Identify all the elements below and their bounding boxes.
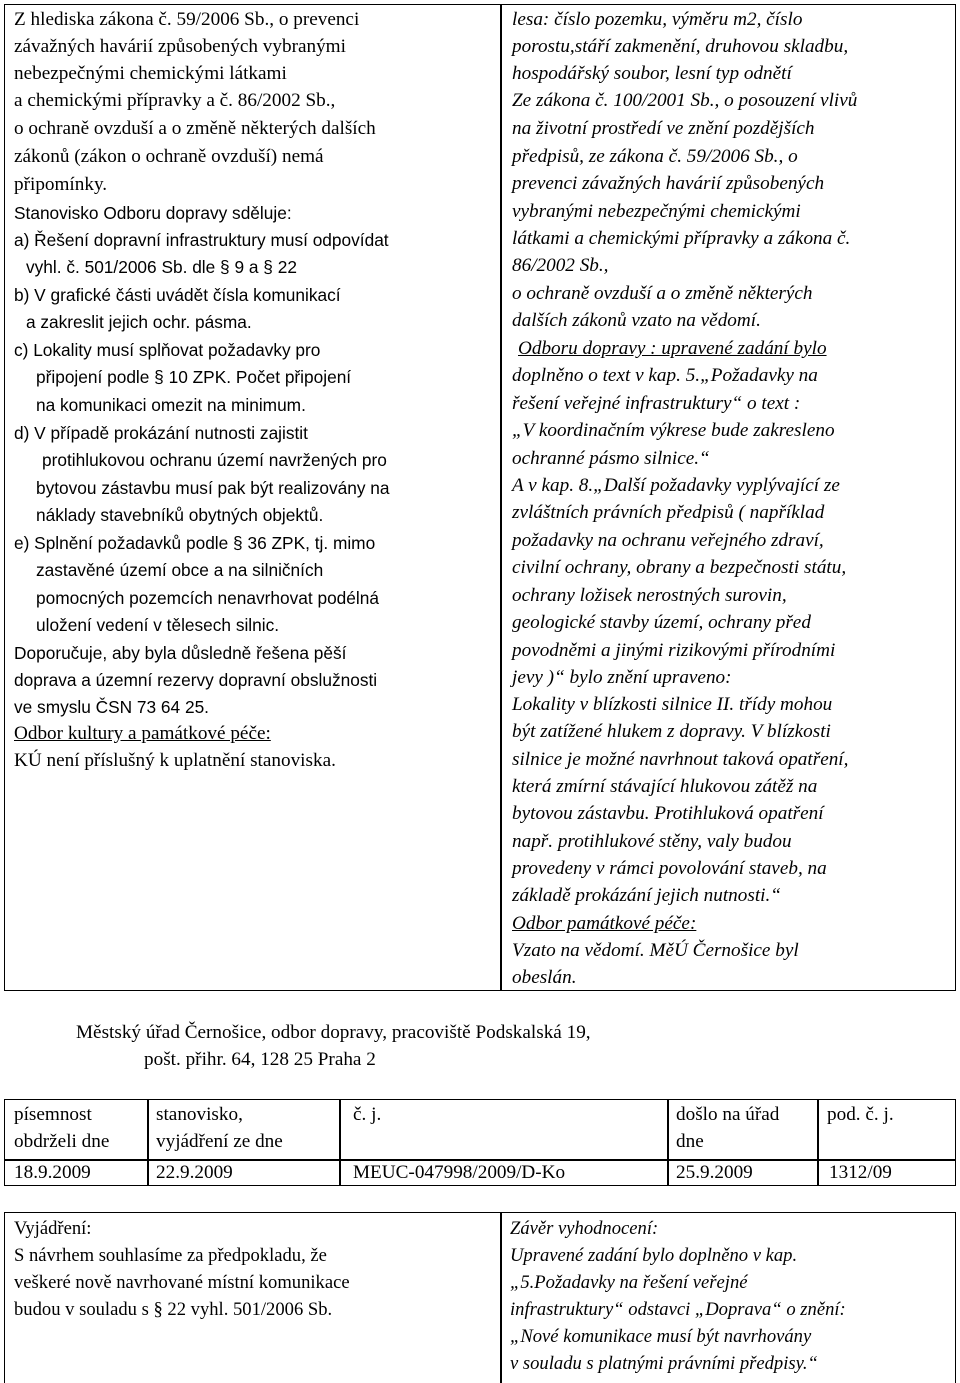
right-line: na životní prostředí ve znění pozdějších: [512, 118, 815, 139]
left-line: na komunikaci omezit na minimum.: [36, 395, 306, 415]
left-line: závažných havárií způsobených vybranými: [14, 36, 346, 57]
left-line: doprava a územní rezervy dopravní obslužnosti: [14, 670, 378, 690]
right-line: bytovou zástavbu. Protihluková opatření: [512, 803, 824, 824]
info-table-col-divider: [667, 1099, 669, 1186]
header-cell: obdrželi dne: [14, 1131, 110, 1152]
header-cell: vyjádření ze dne: [156, 1131, 283, 1152]
right-line: dalších zákonů vzato na vědomí.: [512, 310, 761, 331]
right-line: řešení veřejné infrastruktury“ o text :: [512, 393, 801, 414]
left-line: a chemickými přípravky a č. 86/2002 Sb.,: [14, 90, 336, 111]
left-line: náklady stavebníků obytných objektů.: [36, 505, 324, 525]
data-cell: 22.9.2009: [156, 1162, 233, 1183]
right-line: o ochraně ovzduší a o změně některých: [512, 283, 813, 304]
right-line: „V koordinačním výkrese bude zakresleno: [512, 420, 835, 441]
left-line: e) Splnění požadavků podle § 36 ZPK, tj. mimo: [14, 533, 376, 553]
header-cell: stanovisko,: [156, 1104, 243, 1125]
left-line: a zakreslit jejich ochr. pásma.: [26, 312, 252, 332]
right-line: prevenci závažných havárií způsobených: [512, 173, 825, 194]
right-line: doplněno o text v kap. 5.„Požadavky na: [512, 365, 818, 386]
zaver-line: infrastruktury“ odstavci „Doprava“ o znění:: [510, 1299, 846, 1320]
vyjadreni-line: veškeré nově navrhované místní komunikace: [14, 1272, 350, 1293]
info-table-col-divider: [147, 1099, 149, 1186]
right-line: požadavky na ochranu veřejného zdraví,: [512, 530, 824, 551]
right-line: A v kap. 8.„Další požadavky vyplývající ze: [512, 475, 840, 496]
bottom-table-divider: [500, 1212, 502, 1383]
left-line: nebezpečnými chemickými látkami: [14, 63, 287, 84]
right-line: vybranými nebezpečnými chemickými: [512, 201, 801, 222]
header-cell: došlo na úřad: [676, 1104, 780, 1125]
left-line: protihlukovou ochranu území navržených pro: [42, 450, 387, 470]
right-line: hospodářský soubor, lesní typ odnětí: [512, 63, 792, 84]
office-line-2: pošt. přihr. 64, 128 25 Praha 2: [144, 1049, 376, 1070]
header-cell: písemnost: [14, 1104, 92, 1125]
data-cell: 18.9.2009: [14, 1162, 91, 1183]
left-line: b) V grafické části uvádět čísla komunikací: [14, 285, 341, 305]
right-line: silnice je možné navrhnout taková opatření,: [512, 749, 849, 770]
zaver-line: Upravené zadání bylo doplněno v kap.: [510, 1245, 798, 1266]
left-line: zákonů (zákon o ochraně ovzduší) nemá: [14, 146, 324, 167]
zaver-title: Závěr vyhodnocení:: [510, 1218, 659, 1239]
left-line: c) Lokality musí splňovat požadavky pro: [14, 340, 321, 360]
vyjadreni-line: S návrhem souhlasíme za předpokladu, že: [14, 1245, 327, 1266]
left-line: KÚ není příslušný k uplatnění stanoviska.: [14, 750, 336, 771]
right-line: 86/2002 Sb.,: [512, 255, 609, 276]
left-line: bytovou zástavbu musí pak být realizovány na: [36, 478, 390, 498]
right-line-odbor-dopravy: Odboru dopravy : upravené zadání bylo: [518, 338, 827, 359]
left-line: Doporučuje, aby byla důsledně řešena pěší: [14, 643, 347, 663]
info-table-col-divider: [817, 1099, 819, 1186]
zaver-line: „Nové komunikace musí být navrhovány: [510, 1326, 812, 1347]
right-line: provedeny v rámci povolování staveb, na: [512, 858, 827, 879]
left-line: uložení vedení v tělesech silnic.: [36, 615, 280, 635]
zaver-line: v souladu s platnými právními předpisy.“: [510, 1353, 818, 1374]
right-line: jevy )“ bylo znění upraveno:: [512, 667, 732, 688]
data-cell: 25.9.2009: [676, 1162, 753, 1183]
right-line: ochrany ložisek nerostných surovin,: [512, 585, 787, 606]
right-line: předpisů, ze zákona č. 59/2006 Sb., o: [512, 146, 798, 167]
right-line: Vzato na vědomí. MěÚ Černošice byl: [512, 940, 799, 961]
vyjadreni-title: Vyjádření:: [14, 1218, 92, 1239]
left-line: o ochraně ovzduší a o změně některých dalších: [14, 118, 376, 139]
right-line: Ze zákona č. 100/2001 Sb., o posouzení vlivů: [512, 90, 858, 111]
left-line: připomínky.: [14, 174, 108, 195]
right-line: lesa: číslo pozemku, výměru m2, číslo: [512, 9, 803, 30]
left-line: pomocných pozemcích nenavrhovat podélná: [36, 588, 379, 608]
left-line: Z hlediska zákona č. 59/2006 Sb., o prevenci: [14, 9, 360, 30]
left-line: d) V případě prokázání nutnosti zajistit: [14, 423, 308, 443]
info-table-col-divider: [339, 1099, 341, 1186]
right-line: základě prokázání jejich nutnosti.“: [512, 885, 781, 906]
data-cell: 1312/09: [829, 1162, 892, 1183]
header-cell: č. j.: [353, 1104, 382, 1125]
right-line: např. protihlukové stěny, valy budou: [512, 831, 792, 852]
right-line: ochranné pásmo silnice.“: [512, 448, 710, 469]
header-cell: pod. č. j.: [827, 1104, 894, 1125]
right-line: zvláštních právních předpisů ( například: [512, 502, 825, 523]
header-cell: dne: [676, 1131, 704, 1152]
data-cell: MEUC-047998/2009/D-Ko: [353, 1162, 566, 1183]
right-line: civilní ochrany, obrany a bezpečnosti státu,: [512, 557, 847, 578]
office-line-1: Městský úřad Černošice, odbor dopravy, pracoviště Podskalská 19,: [76, 1022, 591, 1043]
zaver-line: „5.Požadavky na řešení veřejné: [510, 1272, 748, 1293]
left-line: zastavěné území obce a na silničních: [36, 560, 324, 580]
section-heading-kultura: Odbor kultury a památkové péče:: [14, 723, 271, 744]
right-line: obeslán.: [512, 967, 577, 988]
left-line: připojení podle § 10 ZPK. Počet připojení: [36, 367, 352, 387]
left-line: a) Řešení dopravní infrastruktury musí odpovídat: [14, 230, 389, 250]
left-line: vyhl. č. 501/2006 Sb. dle § 9 a § 22: [26, 257, 297, 277]
right-line: která zmírní stávající hlukovou zátěž na: [512, 776, 818, 797]
vyjadreni-line: budou v souladu s § 22 vyhl. 501/2006 Sb.: [14, 1299, 333, 1320]
right-line: povodněmi a jinými rizikovými přírodními: [512, 640, 836, 661]
right-line: látkami a chemickými přípravky a zákona č.: [512, 228, 851, 249]
section-heading-doprava: Stanovisko Odboru dopravy sděluje:: [14, 203, 292, 223]
right-line: geologické stavby území, ochrany před: [512, 612, 811, 633]
right-line: Lokality v blízkosti silnice II. třídy mohou: [512, 694, 833, 715]
right-line: porostu,stáří zakmenění, druhovou skladbu,: [512, 36, 849, 57]
top-table-divider: [500, 4, 502, 991]
right-line-odbor-pamatkove: Odbor památkové péče:: [512, 913, 697, 934]
right-line: být zatížené hlukem z dopravy. V blízkosti: [512, 721, 831, 742]
left-line: ve smyslu ČSN 73 64 25.: [14, 697, 209, 717]
